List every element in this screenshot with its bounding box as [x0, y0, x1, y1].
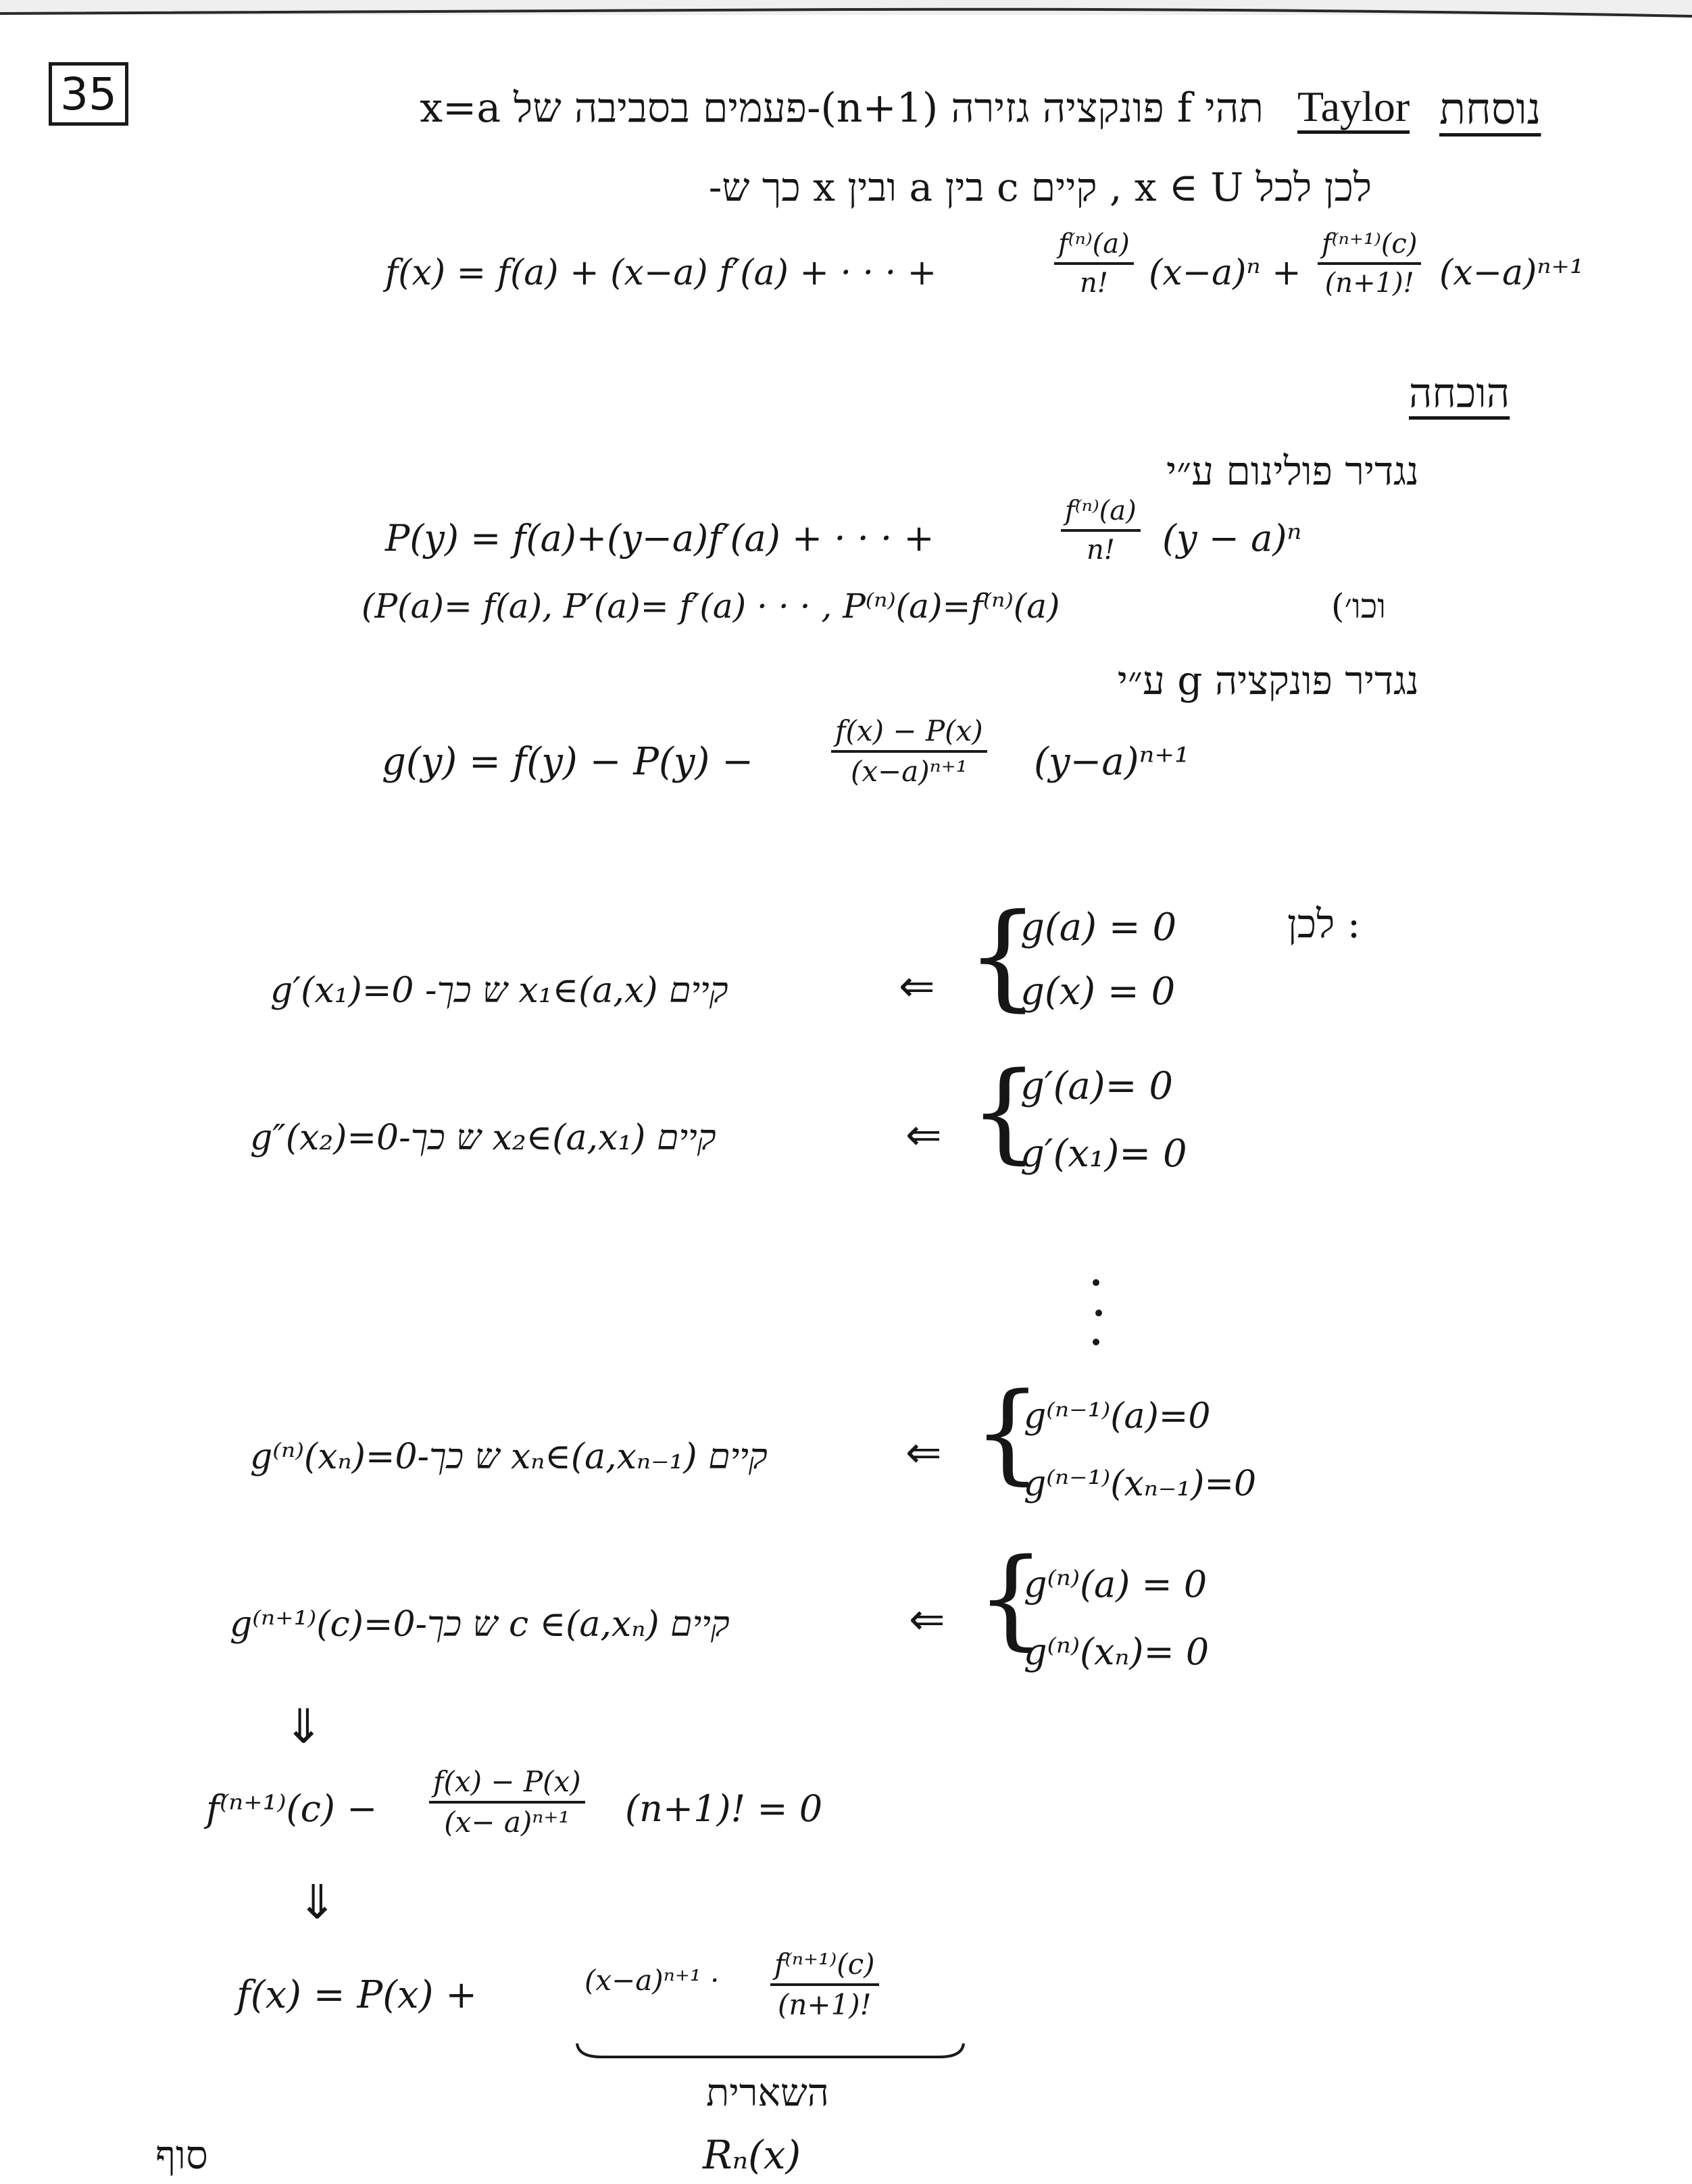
step2-conclusion: g″(x₂)=0-ש כך x₂∈(a,x₁) קיים	[250, 1118, 716, 1158]
polynomial-properties: (P(a)= f(a), P′(a)= f′(a) · · · , P⁽ⁿ⁾(a)=f⁽ⁿ⁾(a)	[362, 587, 1060, 626]
down-arrow-icon: ⇓	[284, 1699, 324, 1754]
define-function-g: נגדיר פונקציה g ע״י	[1117, 657, 1419, 703]
remainder-label: השארית	[706, 2071, 829, 2115]
fraction-numerator: f(x) − P(x)	[429, 1767, 585, 1804]
step-n-plus-1-condition-a: g⁽ⁿ⁾(a) = 0	[1024, 1563, 1208, 1606]
step1-conclusion: g′(x₁)=0 -ש כך x₁∈(a,x) קיים	[270, 970, 728, 1011]
step-n-condition-a: g⁽ⁿ⁻¹⁾(a)=0	[1024, 1396, 1211, 1437]
step2-condition-b: g′(x₁)= 0	[1020, 1132, 1187, 1176]
fraction-denominator: (n+1)!	[777, 1988, 872, 2022]
g-definition-left: g(y) = f(y) − P(y) −	[382, 740, 754, 784]
title-hebrew: נוסחת	[1439, 84, 1541, 134]
taylor-formula-fraction-1	[1054, 230, 1134, 297]
polynomial-right: (y − a)ⁿ	[1162, 517, 1302, 560]
taylor-formula-left: f(x) = f(a) + (x−a) f′(a) + · · · +	[385, 253, 937, 293]
fraction-denominator: (x− a)ⁿ⁺¹	[444, 1806, 570, 1839]
fraction-numerator: f⁽ⁿ⁺¹⁾(c)	[770, 1950, 879, 1986]
step-n-condition-b: g⁽ⁿ⁻¹⁾(xₙ₋₁)=0	[1024, 1464, 1257, 1504]
fraction-numerator: f⁽ⁿ⁾(a)	[1061, 497, 1141, 532]
fraction-numerator: f(x) − P(x)	[831, 716, 987, 753]
polynomial-fraction	[1061, 497, 1141, 564]
derivative-equation-left: f⁽ⁿ⁺¹⁾(c) −	[206, 1787, 378, 1830]
fraction-denominator: (n+1)!	[1324, 268, 1414, 299]
polynomial-left: P(y) = f(a)+(y−a)f′(a) + · · · +	[385, 517, 935, 560]
step-n-conclusion: g⁽ⁿ⁾(xₙ)=0-ש כך xₙ∈(a,xₙ₋₁) קיים	[250, 1437, 768, 1477]
fraction-denominator: n!	[1086, 535, 1115, 566]
step1-condition-b: g(x) = 0	[1020, 970, 1176, 1014]
down-arrow-icon: ⇓	[297, 1875, 337, 1930]
final-formula-left: f(x) = P(x) +	[237, 1973, 478, 2017]
taylor-formula-fraction-2	[1318, 230, 1421, 297]
statement-line2: לכן לכל x ∈ U , קיים c בין a ובין x כך ש-	[708, 164, 1372, 210]
taylor-formula-right: (x−a)ⁿ⁺¹	[1439, 253, 1584, 293]
problem-number: 35	[60, 68, 117, 120]
taylor-formula-mid: (x−a)ⁿ +	[1149, 253, 1301, 293]
left-brace-icon: {	[973, 1369, 1042, 1495]
implies-arrow-icon: ⇐	[905, 1110, 942, 1160]
implies-arrow-icon: ⇐	[899, 962, 935, 1012]
implies-arrow-icon: ⇐	[909, 1595, 945, 1645]
final-formula-fraction	[770, 1947, 879, 2022]
g-definition-right: (y−a)ⁿ⁺¹	[1034, 740, 1190, 784]
problem-number-box	[49, 62, 128, 126]
left-brace-icon: {	[966, 889, 1040, 1023]
derivative-equation-fraction	[429, 1767, 585, 1837]
underbrace-icon	[574, 2041, 966, 2061]
step-n-plus-1-conclusion: g⁽ⁿ⁺¹⁾(c)=0-ש כך c ∈(a,xₙ) קיים	[230, 1604, 730, 1645]
final-formula-term: (x−a)ⁿ⁺¹ ·	[584, 1964, 720, 1997]
vertical-ellipsis-icon	[1091, 1276, 1104, 1350]
step1-condition-a: g(a) = 0	[1020, 905, 1177, 949]
derivative-equation-right: (n+1)! = 0	[625, 1787, 823, 1830]
g-definition-fraction	[831, 716, 987, 787]
statement-line1: תהי f פונקציה גזירה (n+1)-פעמים בסביבה של x=a	[420, 84, 1264, 132]
scan-top-edge	[0, 0, 1692, 24]
proof-heading: הוכחה	[1409, 370, 1510, 417]
left-brace-icon: {	[970, 1048, 1039, 1174]
end-mark: סוף	[155, 2132, 208, 2178]
polynomial-properties-tag: וכו׳)	[1331, 587, 1387, 626]
define-polynomial: נגדיר פולינום ע״י	[1166, 448, 1419, 494]
fraction-denominator: n!	[1079, 268, 1108, 299]
title-latin: Taylor	[1297, 82, 1410, 130]
implies-arrow-icon: ⇐	[905, 1428, 942, 1478]
therefore-label: : לכן	[1287, 901, 1361, 947]
left-brace-icon: {	[976, 1535, 1045, 1661]
remainder-symbol: Rₙ(x)	[703, 2132, 801, 2178]
fraction-numerator: f⁽ⁿ⁾(a)	[1054, 230, 1134, 265]
step2-condition-a: g′(a)= 0	[1020, 1064, 1173, 1108]
fraction-numerator: f⁽ⁿ⁺¹⁾(c)	[1318, 230, 1421, 265]
step-n-plus-1-condition-b: g⁽ⁿ⁾(xₙ)= 0	[1024, 1631, 1210, 1673]
fraction-denominator: (x−a)ⁿ⁺¹	[850, 755, 968, 789]
